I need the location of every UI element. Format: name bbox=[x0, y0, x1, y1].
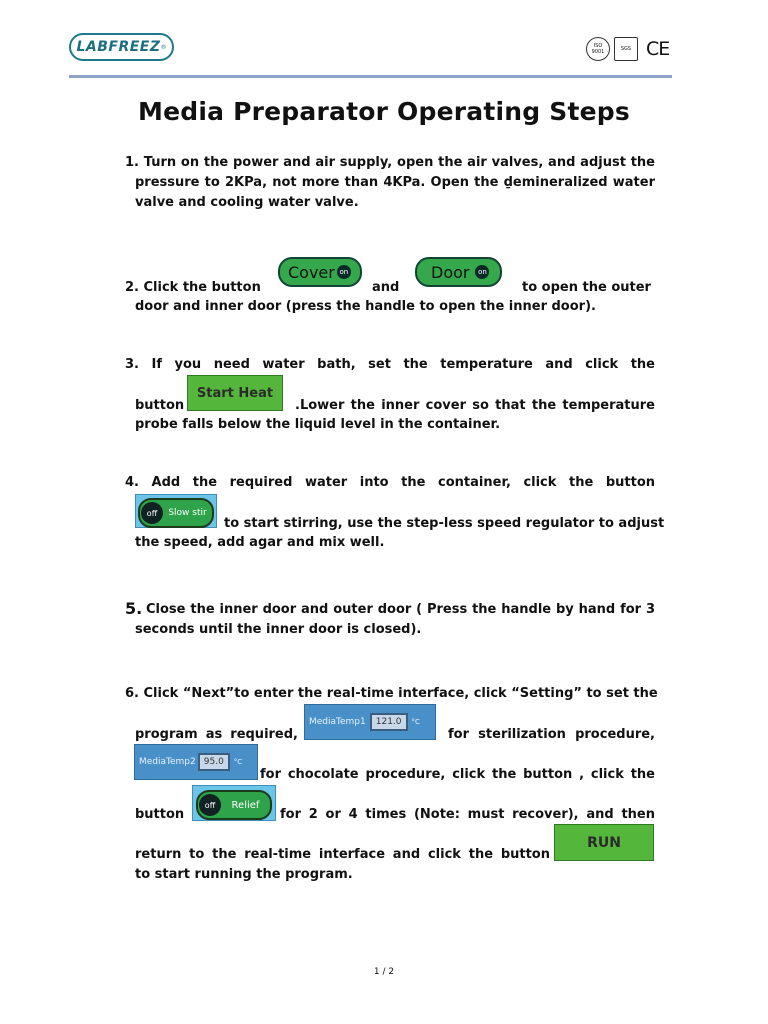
logo-text: LABFREEZ bbox=[76, 39, 161, 55]
media-temp2-setting[interactable]: MediaTemp2 95.0 °C bbox=[134, 744, 258, 780]
ce-mark: CE bbox=[646, 38, 670, 60]
door-on-button[interactable]: Door on bbox=[415, 257, 502, 287]
slow-stir-toggle: off Slow stir bbox=[138, 498, 214, 528]
step-3-line-3: probe falls below the liquid level in the container. bbox=[135, 417, 501, 432]
page-title: Media Preparator Operating Steps bbox=[138, 97, 630, 126]
step-5-number: 5. bbox=[125, 599, 143, 618]
step-3-line-1: 3. If you need water bath, set the temperature and click the bbox=[125, 357, 655, 372]
step-4-line-3: the speed, add agar and mix well. bbox=[135, 535, 385, 550]
step-1-line-3: valve and cooling water valve. bbox=[135, 195, 359, 210]
certification-marks bbox=[586, 37, 669, 61]
relief-button[interactable] bbox=[192, 785, 276, 821]
step-2-text-b: and bbox=[372, 280, 400, 295]
step-6-text-g: to start running the program. bbox=[135, 867, 353, 882]
step-2-text-a: 2. Click the button bbox=[125, 280, 261, 295]
media-temp1-value[interactable]: 121.0 bbox=[370, 713, 408, 731]
step-1-line-1: 1. Turn on the power and air supply, open the air valves, and adjust the bbox=[125, 155, 655, 170]
step-6-text-c: for chocolate procedure, click the button , click the bbox=[260, 767, 655, 782]
step-6-text-a: program as required, bbox=[135, 727, 298, 742]
sgs-cert-icon: SGS bbox=[614, 37, 638, 61]
step-6-text-b: for sterilization procedure, bbox=[448, 727, 655, 742]
labfreez-logo: LABFREEZ ® bbox=[69, 33, 174, 61]
media-temp1-setting[interactable]: MediaTemp1 121.0 °C bbox=[304, 704, 436, 740]
start-heat-button[interactable]: Start Heat bbox=[187, 375, 283, 411]
step-4-text-a: to start stirring, use the step-less speed regulator to adjust bbox=[224, 516, 665, 531]
page-number: 1 / 2 bbox=[373, 967, 395, 977]
header-divider bbox=[69, 75, 672, 78]
step-3-text-a: button bbox=[135, 398, 185, 413]
step-6-text-f: return to the real-time interface and click the button bbox=[135, 847, 550, 862]
step-1-line-2: pressure to 2KPa, not more than 4KPa. Open the ḏemineralized water bbox=[135, 175, 655, 190]
iso-cert-icon: ISO 9001 bbox=[586, 37, 610, 61]
step-2-line-2: door and inner door (press the handle to open the inner door). bbox=[135, 299, 596, 314]
media-temp2-value[interactable]: 95.0 bbox=[198, 753, 230, 771]
step-5-line-2: seconds until the inner door is closed). bbox=[135, 622, 422, 637]
slow-stir-button[interactable] bbox=[135, 494, 217, 528]
step-2-text-c: to open the outer bbox=[522, 280, 651, 295]
step-3-text-b: .Lower the inner cover so that the temperature bbox=[295, 398, 655, 413]
step-6-text-d: button bbox=[135, 807, 185, 822]
step-5-line-1: Close the inner door and outer door ( Press the handle by hand for 3 bbox=[146, 602, 655, 617]
run-button[interactable]: RUN bbox=[554, 824, 654, 861]
step-4-line-1: 4. Add the required water into the container, click the button bbox=[125, 475, 655, 490]
step-6-line-1: 6. Click “Next”to enter the real-time interface, click “Setting” to set the bbox=[125, 686, 658, 701]
relief-toggle: off Relief bbox=[196, 790, 272, 820]
step-6-text-e: for 2 or 4 times (Note: must recover), and then bbox=[280, 807, 655, 822]
cover-on-button[interactable]: Cover on bbox=[278, 257, 362, 287]
